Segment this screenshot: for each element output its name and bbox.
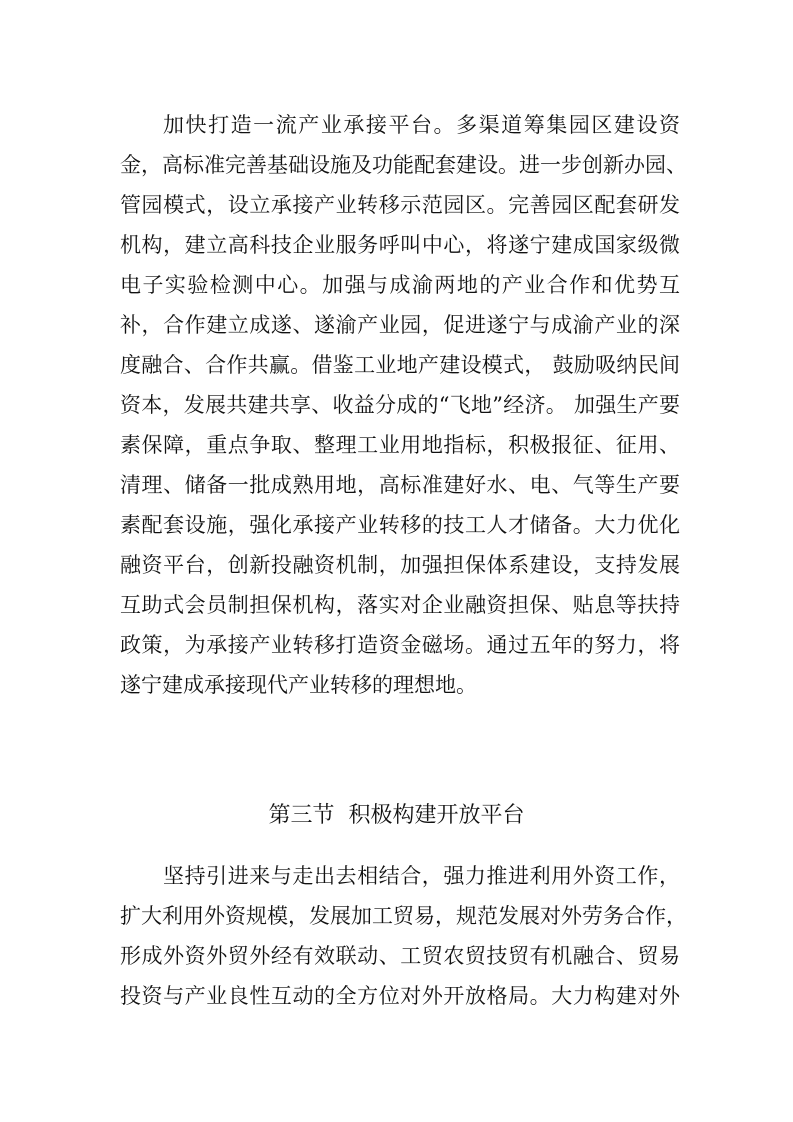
paragraph-line: 度融合、合作共赢。借鉴工业地产建设模式， 鼓励吸纳民间 [120, 353, 680, 377]
paragraph-industry-platform [120, 105, 687, 705]
paragraph-line: 坚持引进来与走出去相结合，强力推进利用外资工作， [163, 864, 680, 888]
paragraph-line: 金，高标准完善基础设施及功能配套建设。进一步创新办园、 [120, 153, 687, 177]
paragraph-line: 资本，发展共建共享、收益分成的“飞地”经济。 加强生产要 [120, 393, 680, 417]
paragraph-line: 遂宁建成承接现代产业转移的理想地。 [120, 673, 477, 697]
paragraph-line: 清理、储备一批成熟用地，高标准建好水、电、气等生产要 [120, 473, 680, 497]
paragraph-line: 素配套设施，强化承接产业转移的技工人才储备。大力优化 [120, 513, 680, 537]
paragraph-line: 加快打造一流产业承接平台。多渠道筹集园区建设资 [163, 113, 680, 137]
paragraph-line: 素保障，重点争取、整理工业用地指标，积极报征、征用、 [120, 433, 680, 457]
paragraph-open-platform [120, 856, 687, 1016]
paragraph-line: 政策，为承接产业转移打造资金磁场。通过五年的努力，将 [120, 633, 680, 657]
paragraph-line: 投资与产业良性互动的全方位对外开放格局。大力构建对外 [120, 984, 680, 1008]
paragraph-line: 机构，建立高科技企业服务呼叫中心，将遂宁建成国家级微 [120, 233, 680, 257]
paragraph-line: 扩大利用外资规模，发展加工贸易，规范发展对外劳务合作， [120, 904, 687, 928]
paragraph-line: 互助式会员制担保机构，落实对企业融资担保、贴息等扶持 [120, 593, 680, 617]
paragraph-line: 形成外资外贸外经有效联动、工贸农贸技贸有机融合、贸易 [120, 944, 680, 968]
paragraph-line: 电子实验检测中心。加强与成渝两地的产业合作和优势互 [120, 273, 680, 297]
paragraph-line: 管园模式，设立承接产业转移示范园区。完善园区配套研发 [120, 193, 680, 217]
paragraph-line: 融资平台，创新投融资机制，加强担保体系建设，支持发展 [120, 553, 680, 577]
section-heading: 第三节 积极构建开放平台 [268, 803, 525, 828]
paragraph-line: 补，合作建立成遂、遂渝产业园，促进遂宁与成渝产业的深 [120, 313, 680, 337]
